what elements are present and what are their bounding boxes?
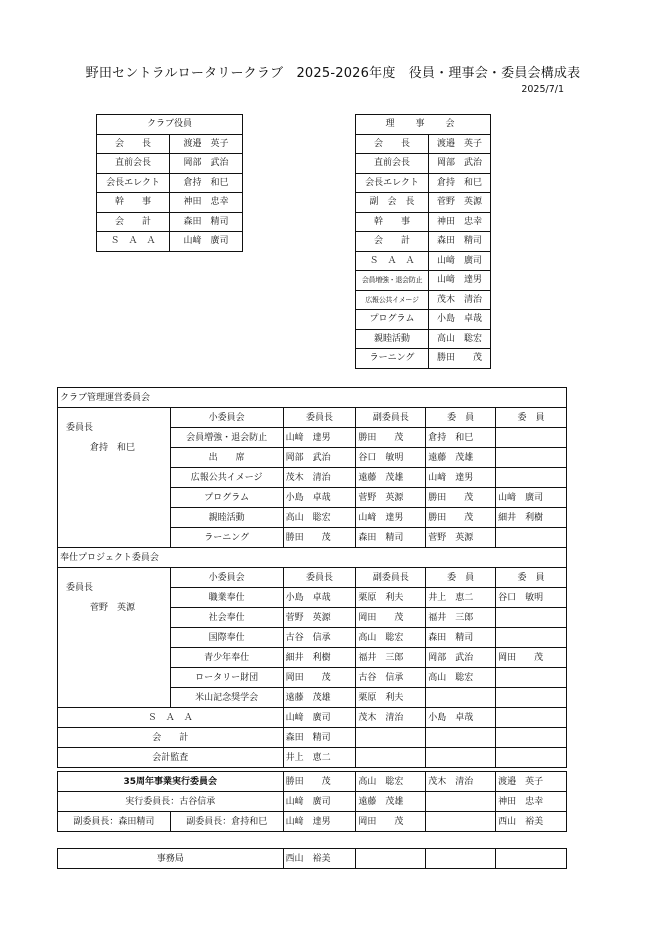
committee-member: 倉持 和巳 [426,428,496,448]
anniversary-cell: 神田 忠幸 [496,792,567,812]
committee-member: 福井 三郎 [356,648,426,668]
subcommittee-name: 社会奉仕 [170,608,283,628]
extra-member: 森田 精司 [283,728,356,748]
committee-member: 谷口 敏明 [496,588,567,608]
board-row [356,154,491,174]
board-row [356,271,491,291]
officer-name: 山﨑 廣司 [170,232,243,252]
anniversary-vice-chair-a: 副委員長：森田精司 [58,812,171,832]
committee-member: 岡田 茂 [283,668,356,688]
committee-member: 小島 卓哉 [283,588,356,608]
committee-member: 勝田 茂 [426,488,496,508]
officer-name: 渡邉 英子 [170,134,243,154]
office-label: 事務局 [58,849,284,869]
committee-title: クラブ管理運営委員会 [58,388,567,408]
board-role: 会 長 [356,134,429,154]
anniversary-cell: 西山 裕美 [496,812,567,832]
committee-member: 山﨑 達男 [426,468,496,488]
anniversary-cell [426,792,496,812]
committee-member [496,428,567,448]
committee-chair-name: 倉持 和巳 [90,443,136,453]
committee-member: 岡田 茂 [496,648,567,668]
office-cell [496,849,567,869]
document-date: 2025/7/1 [521,84,564,95]
committee-member: 菅野 英源 [283,608,356,628]
committee-member: 高山 聡宏 [426,668,496,688]
committee-header: 委 員 [426,408,496,428]
page-title: 野田セントラルロータリークラブ 2025-2026年度 役員・理事会・委員会構成表 [85,66,581,81]
board-role: 幹 事 [356,212,429,232]
committee-member: 岡田 茂 [356,608,426,628]
committee-member [496,628,567,648]
anniversary-cell: 岡田 茂 [356,812,426,832]
extra-member [426,728,496,748]
board-role: プログラム [356,310,429,330]
board-row [356,310,491,330]
board-name: 山﨑 廣司 [429,251,491,271]
committee-member: 岡部 武治 [283,448,356,468]
committee-member: 勝田 茂 [356,428,426,448]
officer-name: 森田 精司 [170,212,243,232]
anniversary-cell [426,812,496,832]
officers-row [97,232,243,252]
anniversary-exec-chair: 実行委員長：古谷信承 [58,792,284,812]
committee-header: 委 員 [496,408,567,428]
board-row [356,349,491,369]
board-name: 茂木 清治 [429,290,491,310]
officers-row [97,154,243,174]
officer-role: Ｓ Ａ Ａ [97,232,170,252]
board-name: 神田 忠幸 [429,212,491,232]
anniversary-vice-chair-b: 副委員長：倉持和巳 [170,812,283,832]
officer-role: 会 計 [97,212,170,232]
extra-member: 小島 卓哉 [426,708,496,728]
committee-header: 委員長 [283,568,356,588]
anniversary-cell: 高山 聡宏 [356,772,426,792]
extra-member: 茂木 清治 [356,708,426,728]
board-name: 山﨑 達男 [429,271,491,291]
committee-extra-row [58,748,567,768]
committee-member: 遠藤 茂雄 [356,468,426,488]
officers-heading: クラブ役員 [97,115,243,135]
board-row [356,173,491,193]
committee-chair-label: 委員長 [66,423,94,433]
committee-title-row [58,548,567,568]
extra-member: 井上 恵二 [283,748,356,768]
committee-member: 小島 卓哉 [283,488,356,508]
board-name: 森田 精司 [429,232,491,252]
board-name: 岡部 武治 [429,154,491,174]
subcommittee-name: 親睦活動 [170,508,283,528]
officer-name: 倉持 和巳 [170,173,243,193]
committee-member: 福井 三郎 [426,608,496,628]
board-row [356,212,491,232]
committee-header: 委員長 [283,408,356,428]
committee-member: 山﨑 廣司 [496,488,567,508]
officer-role: 幹 事 [97,193,170,213]
committee-member [496,688,567,708]
committee-member [496,668,567,688]
officers-row [97,173,243,193]
subcommittee-name: 国際奉仕 [170,628,283,648]
committee-chair-label: 委員長 [66,583,94,593]
office-cell [426,849,496,869]
committee-header-row [58,568,567,588]
committee-member [496,608,567,628]
board-role: 親睦活動 [356,329,429,349]
committee-title-row [58,388,567,408]
officer-name: 岡部 武治 [170,154,243,174]
committee-member: 谷口 敏明 [356,448,426,468]
committee-member: 古谷 信承 [283,628,356,648]
subcommittee-name: 職業奉仕 [170,588,283,608]
board-role: 会 計 [356,232,429,252]
board-heading: 理 事 会 [356,115,491,135]
anniversary-title: 35周年事業実行委員会 [58,772,284,792]
committee-member: 遠藤 茂雄 [426,448,496,468]
committee-member: 高山 聡宏 [356,628,426,648]
anniversary-cell: 山﨑 達男 [283,812,356,832]
anniversary-table [57,771,567,832]
anniversary-cell: 勝田 茂 [283,772,356,792]
committee-member: 森田 精司 [426,628,496,648]
extra-member: 山﨑 廣司 [283,708,356,728]
board-role: 会長エレクト [356,173,429,193]
extra-member [426,748,496,768]
committee-chair-name: 菅野 英源 [90,603,136,613]
extra-member [496,728,567,748]
office-name: 西山 裕美 [283,849,356,869]
anniversary-cell: 遠藤 茂雄 [356,792,426,812]
committee-member: 高山 聡宏 [283,508,356,528]
subcommittee-name: ロータリー財団 [170,668,283,688]
officer-role: 会 長 [97,134,170,154]
board-name: 勝田 茂 [429,349,491,369]
committee-header: 小委員会 [170,568,283,588]
committee-chair-cell [58,568,171,708]
committee-member: 森田 精司 [356,528,426,548]
committee-header: 小委員会 [170,408,283,428]
anniversary-cell: 山﨑 廣司 [283,792,356,812]
committee-member: 勝田 茂 [426,508,496,528]
officer-name: 神田 忠幸 [170,193,243,213]
extra-member [356,748,426,768]
extra-member [496,708,567,728]
committee-member: 茂木 清治 [283,468,356,488]
officers-row [97,134,243,154]
committee-header: 委 員 [426,568,496,588]
committee-member: 遠藤 茂雄 [283,688,356,708]
office-table [57,848,567,869]
subcommittee-name: 出 席 [170,448,283,468]
committee-member: 菅野 英源 [426,528,496,548]
officers-row [97,193,243,213]
officer-role: 直前会長 [97,154,170,174]
board-role: 直前会長 [356,154,429,174]
extra-role: 会計監査 [58,748,284,768]
committee-extra-row [58,728,567,748]
committee-member: 井上 恵二 [426,588,496,608]
extra-member [496,748,567,768]
board-role: Ｓ Ａ Ａ [356,251,429,271]
extra-role: 会 計 [58,728,284,748]
board-row [356,290,491,310]
committee-member [496,448,567,468]
committees-table [57,387,567,768]
board-row [356,251,491,271]
officers-table [96,114,243,252]
committee-member [496,468,567,488]
committee-member: 岡部 武治 [426,648,496,668]
committee-header: 副委員長 [356,568,426,588]
board-name: 渡邉 英子 [429,134,491,154]
board-row [356,232,491,252]
subcommittee-name: 米山記念奨学会 [170,688,283,708]
committee-member: 栗原 利夫 [356,588,426,608]
subcommittee-name: 会員増強・退会防止 [170,428,283,448]
board-name: 倉持 和巳 [429,173,491,193]
committee-header: 委 員 [496,568,567,588]
board-role: 副 会 長 [356,193,429,213]
committee-member: 細井 利樹 [496,508,567,528]
committee-member [496,528,567,548]
officer-role: 会長エレクト [97,173,170,193]
subcommittee-name: ラーニング [170,528,283,548]
committee-member [426,688,496,708]
committee-header: 副委員長 [356,408,426,428]
board-role: 広報公共イメージ [356,290,429,310]
extra-role: Ｓ Ａ Ａ [58,708,284,728]
committee-member: 古谷 信承 [356,668,426,688]
anniversary-cell: 渡邉 英子 [496,772,567,792]
office-cell [356,849,426,869]
committee-extra-row [58,708,567,728]
committee-member: 栗原 利夫 [356,688,426,708]
board-row [356,134,491,154]
board-name: 菅野 英源 [429,193,491,213]
committee-member: 菅野 英源 [356,488,426,508]
committee-chair-cell [58,408,171,548]
committee-member: 勝田 茂 [283,528,356,548]
committee-title: 奉仕プロジェクト委員会 [58,548,567,568]
subcommittee-name: 広報公共イメージ [170,468,283,488]
officers-row [97,212,243,232]
committee-header-row [58,408,567,428]
extra-member [356,728,426,748]
board-table [355,114,491,369]
board-row [356,329,491,349]
board-role: 会員増強・退会防止 [356,271,429,291]
board-name: 高山 聡宏 [429,329,491,349]
committee-member: 山﨑 達男 [283,428,356,448]
committee-member: 山﨑 達男 [356,508,426,528]
anniversary-cell: 茂木 清治 [426,772,496,792]
board-row [356,193,491,213]
committee-member: 細井 利樹 [283,648,356,668]
subcommittee-name: 青少年奉仕 [170,648,283,668]
board-name: 小島 卓哉 [429,310,491,330]
subcommittee-name: プログラム [170,488,283,508]
board-role: ラーニング [356,349,429,369]
